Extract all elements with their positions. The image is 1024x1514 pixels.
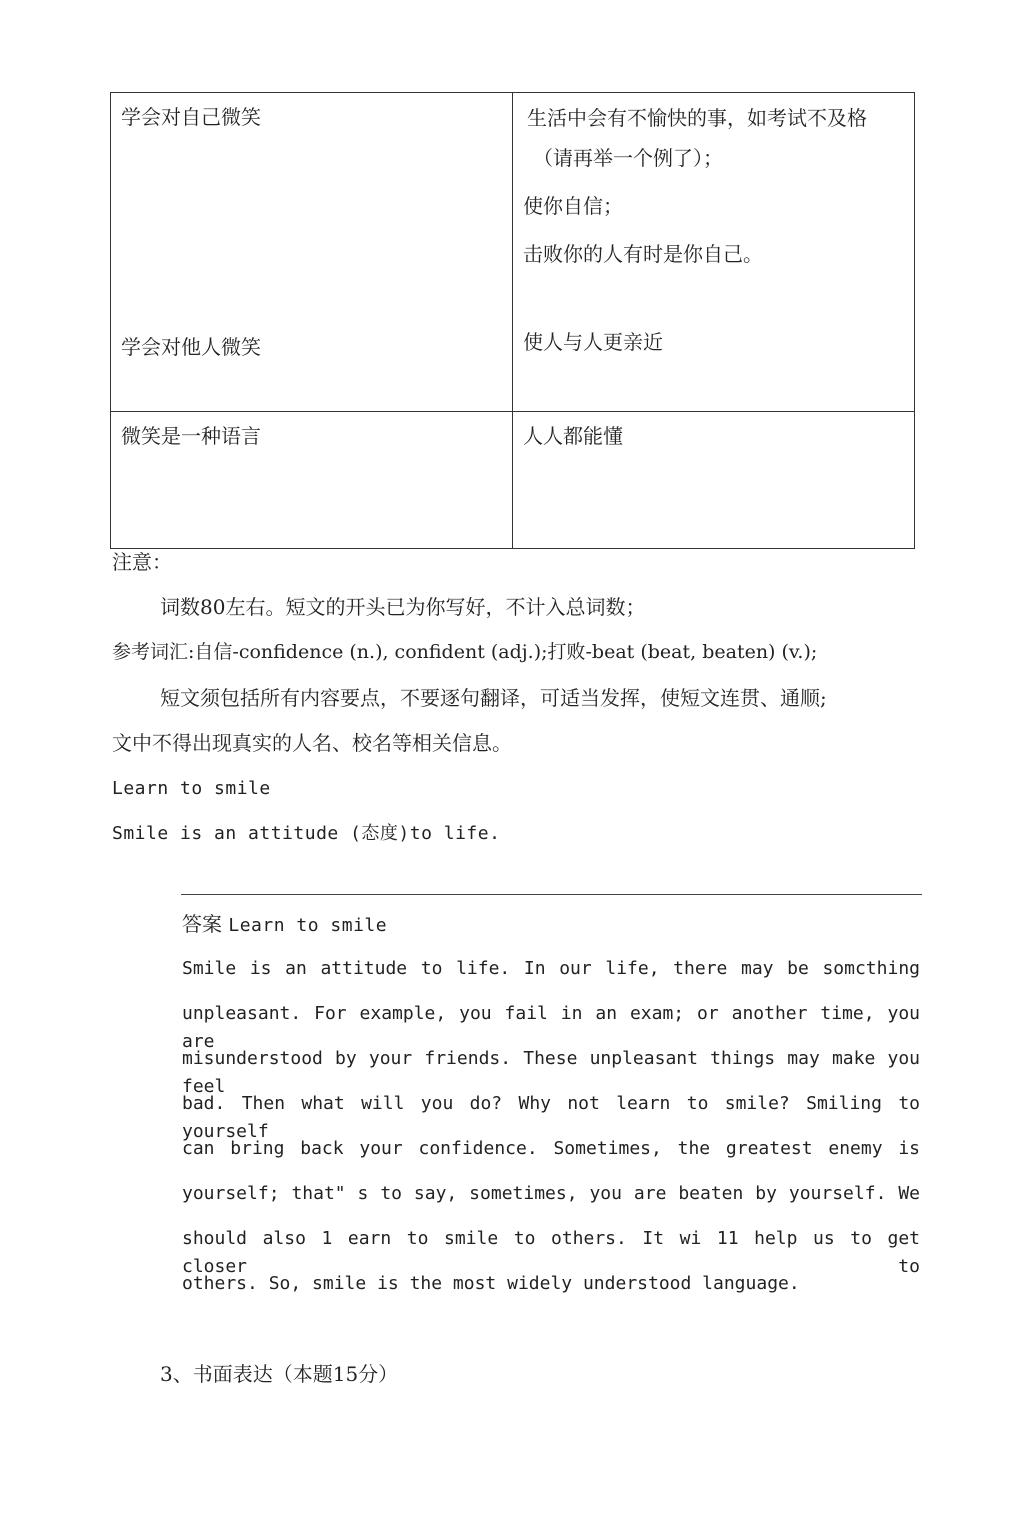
table-cell-right — [513, 93, 915, 412]
answer-line: Smile is an attitude to life. In our life, there may be somcthing — [182, 958, 920, 979]
divider-line — [181, 894, 922, 895]
note-vocabulary — [112, 638, 817, 666]
detail-beat-yourself: 击败你的人有时是你自己。 — [523, 242, 763, 266]
table-cell-left — [111, 412, 513, 549]
table-cell-left — [111, 93, 513, 412]
detail-confidence: 使你自信； — [523, 194, 623, 218]
answer-line: should also 1 earn to smile to others. It wi 11 help us to get closer to — [182, 1228, 920, 1277]
answer-section — [182, 908, 920, 1315]
answer-heading — [182, 908, 920, 942]
point-smile-to-self: 学会对自己微笑 — [121, 105, 261, 129]
table-row — [111, 412, 915, 549]
point-smile-language: 微笑是一种语言 — [121, 424, 261, 448]
note-no-real-names: 文中不得出现真实的人名、校名等相关信息。 — [112, 731, 512, 755]
answer-line: yourself; that" s to say, sometimes, you are beaten by yourself. We — [182, 1183, 920, 1204]
outline-table — [110, 92, 915, 549]
answer-line: bad. Then what will you do? Why not learn to smile? Smiling to yourself — [182, 1093, 920, 1142]
note-requirements: 短文须包括所有内容要点，不要逐句翻译，可适当发挥，使短文连贯、通顺; — [160, 686, 827, 710]
answer-line: unpleasant. For example, you fail in an exam; or another time, you are — [182, 1003, 920, 1052]
essay-title: Learn to smile — [112, 778, 271, 799]
detail-everyone-understands: 人人都能懂 — [523, 424, 623, 448]
detail-unpleasant-things: 生活中会有不愉快的事，如考试不及格 — [527, 106, 867, 130]
table-row — [111, 93, 915, 412]
detail-closer: 使人与人更亲近 — [523, 330, 663, 354]
answer-line: others. So, smile is the most widely understood language. — [182, 1273, 800, 1294]
notes-heading: 注意： — [112, 550, 172, 574]
detail-another-example: （请再举一个例了）； — [533, 146, 723, 170]
table-cell-right — [513, 412, 915, 549]
answer-line: can bring back your confidence. Sometimes, the greatest enemy is — [182, 1138, 920, 1159]
essay-first-line: Smile is an attitude (态度)to life. — [112, 823, 501, 844]
answer-title: Learn to smile — [228, 915, 388, 936]
note-word-count: 词数80左右。短文的开头已为你写好，不计入总词数； — [160, 595, 646, 619]
point-smile-to-others: 学会对他人微笑 — [121, 335, 261, 359]
answer-label: 答案 — [182, 912, 222, 936]
answer-body — [182, 955, 920, 1315]
note-vocabulary-text: 参考词汇:自信-confidence (n.), confident (adj.);打败-beat (beat, beaten) (v.); — [112, 641, 818, 663]
answer-line: misunderstood by your friends. These unpleasant things may make you feel — [182, 1048, 920, 1097]
next-question-heading: 3、书面表达（本题15分） — [160, 1362, 399, 1386]
